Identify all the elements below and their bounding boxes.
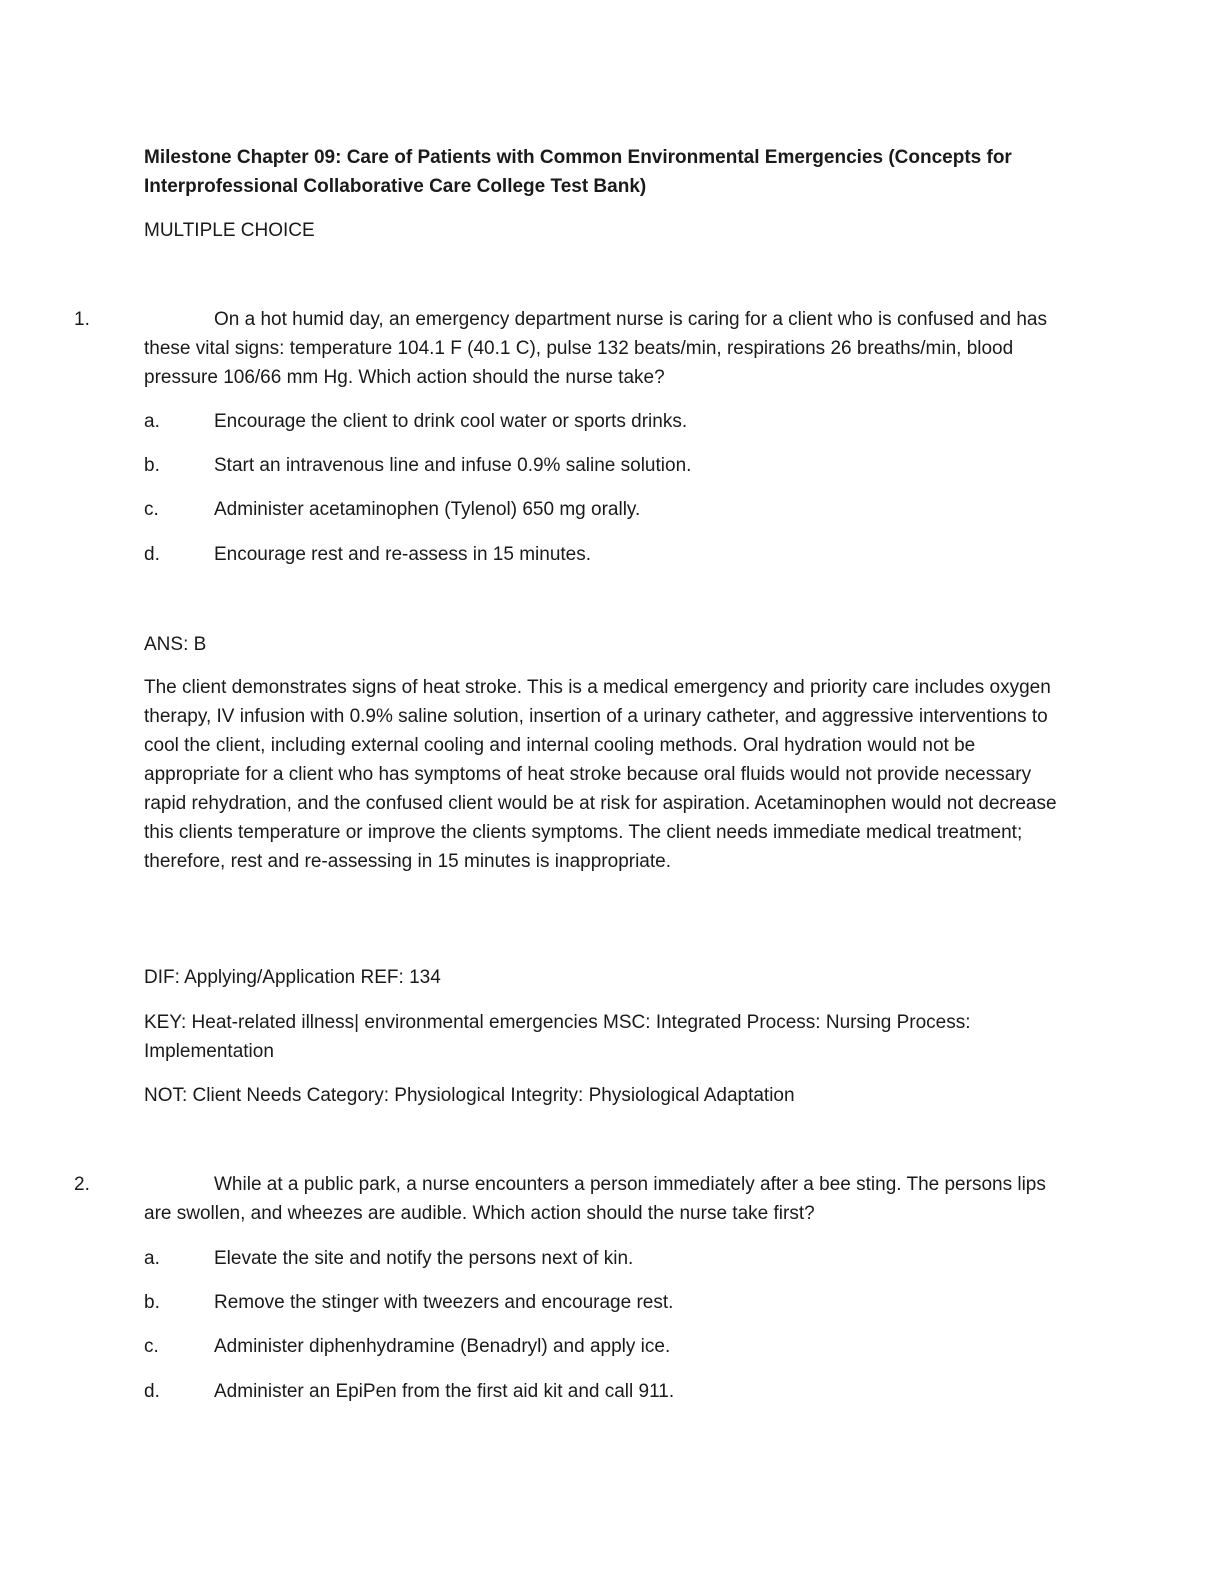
answer-key: ANS: B — [144, 634, 207, 655]
client-needs: NOT: Client Needs Category: Physiological Integrity: Physiological Adaptation — [144, 1085, 795, 1106]
option-text: Elevate the site and notify the persons next of kin. — [214, 1248, 634, 1269]
option-letter: b. — [144, 455, 160, 476]
option-text: Remove the stinger with tweezers and encourage rest. — [214, 1292, 674, 1313]
question-number: 1. — [74, 309, 90, 330]
option-text: Administer acetaminophen (Tylenol) 650 mg orally. — [214, 499, 641, 520]
option-letter: d. — [144, 1381, 160, 1402]
key-msc: KEY: Heat-related illness| environmental emergencies MSC: Integrated Process: Nursing Process: Implementation — [144, 1012, 971, 1062]
option-letter: c. — [144, 1336, 159, 1357]
option-letter: c. — [144, 499, 159, 520]
question-number: 2. — [74, 1174, 90, 1195]
option-letter: a. — [144, 411, 160, 432]
section-heading: MULTIPLE CHOICE — [144, 220, 315, 241]
difficulty-reference: DIF: Applying/Application REF: 134 — [144, 967, 441, 988]
question-text — [74, 305, 1074, 392]
option-letter: b. — [144, 1292, 160, 1313]
option-letter: d. — [144, 544, 160, 565]
question-text — [74, 1170, 1074, 1228]
option-text: Encourage rest and re-assess in 15 minutes. — [214, 544, 592, 565]
rationale: The client demonstrates signs of heat stroke. This is a medical emergency and priority care includes oxygen therapy, IV infusion with 0.9% saline solution, insertion of a urinary catheter, and aggressive interventions to cool the client, including external cooling and internal cooling methods. Oral hydration would not be appropriate for a client who has symptoms of heat stroke because oral fluids would not provide necessary rapid rehydration, and the confused client would be at risk for aspiration. Acetaminophen would not decrease this clients temperature or improve the clients symptoms. The client needs immediate medical treatment; therefore, rest and re-assessing in 15 minutes is inappropriate. — [144, 677, 1057, 872]
question-stem: On a hot humid day, an emergency department nurse is caring for a client who is confused and has these vital signs: temperature 104.1 F (40.1 C), pulse 132 beats/min, respirations 26 breaths/min, blood pressure 106/66 mm Hg. Which action should the nurse take? — [144, 309, 1047, 388]
option-letter: a. — [144, 1248, 160, 1269]
option-text: Start an intravenous line and infuse 0.9% saline solution. — [214, 455, 692, 476]
option-text: Administer diphenhydramine (Benadryl) and apply ice. — [214, 1336, 671, 1357]
document-title: Milestone Chapter 09: Care of Patients with Common Environmental Emergencies (Concepts for Interprofessional Collaborative Care College Test Bank) — [144, 147, 1012, 197]
option-text: Administer an EpiPen from the first aid kit and call 911. — [214, 1381, 675, 1402]
question-stem: While at a public park, a nurse encounters a person immediately after a bee sting. The persons lips are swollen, and wheezes are audible. Which action should the nurse take first? — [144, 1174, 1046, 1224]
option-text: Encourage the client to drink cool water or sports drinks. — [214, 411, 688, 432]
